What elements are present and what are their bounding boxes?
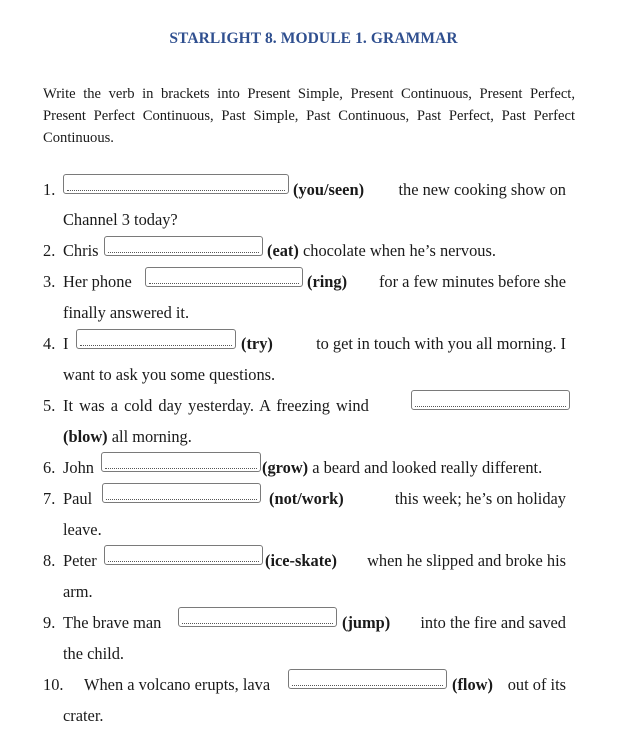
item-text-before: It was a cold day yesterday. A freezing wind xyxy=(63,396,369,415)
verb-prompt: (jump) xyxy=(342,613,391,632)
item-text-before: Peter xyxy=(63,551,97,570)
verb-prompt: (not/work) xyxy=(269,489,344,508)
item-text-before: The brave man xyxy=(63,613,162,632)
item-8-text xyxy=(265,551,566,571)
item-10-text xyxy=(452,675,566,695)
item-6-text xyxy=(262,458,542,478)
answer-field-10[interactable] xyxy=(288,669,447,689)
item-text-after: the new cooking show on xyxy=(398,180,566,199)
item-continuation: want to ask you some questions. xyxy=(63,365,276,384)
item-text-after: out of its xyxy=(507,675,566,694)
item-text-before: Chris xyxy=(63,241,99,260)
item-continuation: leave. xyxy=(63,520,102,539)
item-text-before: I xyxy=(63,334,69,353)
item-continuation: Channel 3 today? xyxy=(63,210,178,229)
verb-prompt: (flow) xyxy=(452,675,493,694)
item-number: 2. xyxy=(43,241,56,260)
instructions: Write the verb in brackets into Present Simple, Present Continuous, Present Perfect, Present Perfect Continuous, Past Simple, Past Continuous, Past Perfect, Past Perfect Continuous. xyxy=(43,86,575,146)
answer-field-2[interactable] xyxy=(104,236,263,256)
verb-prompt: (blow) xyxy=(63,427,108,446)
verb-prompt: (ring) xyxy=(307,272,348,291)
item-continuation: crater. xyxy=(63,706,104,725)
page-title: STARLIGHT 8. MODULE 1. GRAMMAR xyxy=(169,30,458,47)
item-continuation: arm. xyxy=(63,582,93,601)
answer-field-3[interactable] xyxy=(145,267,303,287)
item-2-text xyxy=(267,241,496,261)
item-7-text xyxy=(269,489,566,509)
item-number: 1. xyxy=(43,180,56,199)
item-text-after: to get in touch with you all morning. I xyxy=(316,334,566,353)
item-text-before: When a volcano erupts, lava xyxy=(84,675,271,694)
answer-field-6[interactable] xyxy=(101,452,261,472)
item-number: 4. xyxy=(43,334,56,353)
item-text-before: John xyxy=(63,458,94,477)
item-text-after: into the fire and saved xyxy=(420,613,566,632)
item-continuation: the child. xyxy=(63,644,124,663)
item-number: 9. xyxy=(43,613,56,632)
answer-field-7[interactable] xyxy=(102,483,261,503)
verb-prompt: (ice-skate) xyxy=(265,551,337,570)
item-9-text xyxy=(342,613,566,633)
item-3-text xyxy=(307,272,566,292)
answer-field-9[interactable] xyxy=(178,607,337,627)
item-number: 3. xyxy=(43,272,56,291)
item-text-before: Paul xyxy=(63,489,93,508)
item-4-text xyxy=(241,334,566,354)
answer-field-8[interactable] xyxy=(104,545,263,565)
item-text-after: when he slipped and broke his xyxy=(367,551,566,570)
item-number: 7. xyxy=(43,489,56,508)
item-text-after: for a few minutes before she xyxy=(378,272,566,291)
item-number: 8. xyxy=(43,551,56,570)
item-text-before: Her phone xyxy=(63,272,132,291)
item-number: 6. xyxy=(43,458,56,477)
verb-prompt: (try) xyxy=(241,334,273,353)
item-5-continuation xyxy=(63,427,192,447)
item-1-text xyxy=(293,180,566,200)
item-text-after: this week; he’s on holiday xyxy=(394,489,566,508)
answer-field-1[interactable] xyxy=(63,174,289,194)
verb-prompt: (eat) xyxy=(267,241,299,260)
verb-prompt: (you/seen) xyxy=(293,180,365,199)
item-number: 10. xyxy=(43,675,64,694)
item-text-after: all morning. xyxy=(111,427,192,446)
item-number: 5. xyxy=(43,396,56,415)
answer-field-4[interactable] xyxy=(76,329,236,349)
answer-field-5[interactable] xyxy=(411,390,570,410)
item-continuation: finally answered it. xyxy=(63,303,190,322)
verb-prompt: (grow) xyxy=(262,458,309,477)
item-text-after: chocolate when he’s nervous. xyxy=(302,241,496,260)
item-text-after: a beard and looked really different. xyxy=(312,458,543,477)
